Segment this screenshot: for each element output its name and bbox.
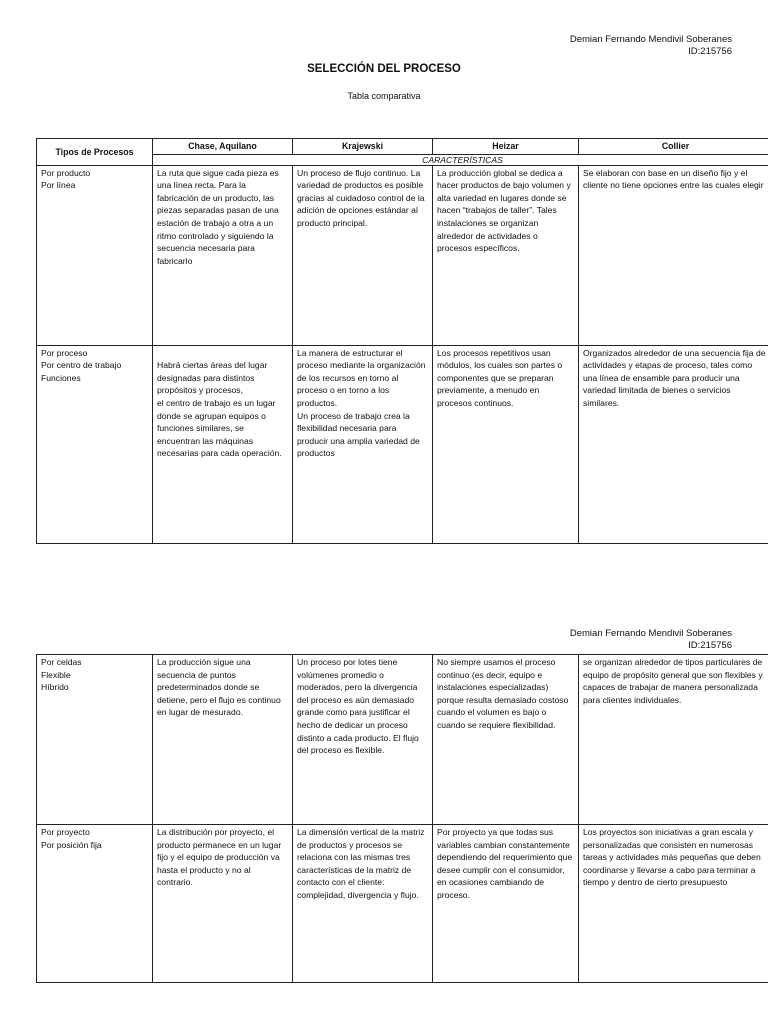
comparison-table-page-2: [36, 654, 768, 983]
comparison-table-page-1: [36, 138, 768, 544]
description-cell: La distribución por proyecto, el producto permanece en un lugar fijo y el equipo de producción va hasta el producto y no al contrario.: [153, 825, 293, 983]
document-subtitle: Tabla comparativa: [347, 91, 421, 101]
process-type-cell: Por celdas Flexible Híbrido: [37, 655, 153, 825]
author-id: ID:215756: [688, 640, 732, 651]
author-name: Demian Fernando Mendivil Soberanes: [569, 34, 732, 45]
description-cell: La manera de estructurar el proceso mediante la organización de los recursos en torno al proceso o en torno a los productos. Un proceso de trabajo crea la flexibilidad necesaria para producir una amplia variedad de productos: [293, 345, 433, 543]
table-row: [37, 165, 768, 345]
description-cell: Un proceso por lotes tiene volúmenes promedio o moderados, pero la divergencia del proceso es aún demasiado grande como para justificar el hecho de dedicar un proceso distinto a cada producto. El flujo del proceso es flexible.: [293, 655, 433, 825]
column-header-tipos: Tipos de Procesos: [37, 139, 153, 166]
process-type-cell: Por producto Por línea: [37, 165, 153, 345]
author-header-page-2: [570, 628, 732, 652]
description-cell: Por proyecto ya que todas sus variables cambian constantemente dependiendo del requerimiento que desee cumplir con el consumidor, en ocasiones cambiando de proceso.: [433, 825, 579, 983]
description-cell: La dimensión vertical de la matriz de productos y procesos se relaciona con las mismas tres características de la matriz de contacto con el cliente: complejidad, divergencia y flujo.: [293, 825, 433, 983]
description-cell: Los procesos repetitivos usan módulos, los cuales son partes o componentes que se preparan previamente, a menudo en procesos continuos.: [433, 345, 579, 543]
description-cell: La producción sigue una secuencia de puntos predeterminados donde se detiene, pero el flujo es continuo en lugar de mesurado.: [153, 655, 293, 825]
table-row: [37, 345, 768, 543]
description-cell: Un proceso de flujo continuo. La variedad de productos es posible gracias al cuidadoso control de la adición de opciones estándar al producto principal.: [293, 165, 433, 345]
column-header-author: Heizar: [433, 139, 579, 155]
description-cell: Los proyectos son iniciativas a gran escala y personalizadas que consisten en numerosas tareas y actividades más pequeñas que deben coordinarse y llevarse a cabo para terminar a tiempo y dentro de cierto presupuesto: [579, 825, 768, 983]
description-cell: Organizados alrededor de una secuencia fija de actividades y etapas de proceso, tales como una línea de ensamble para producir una variedad limitada de bienes o servicios similares.: [579, 345, 768, 543]
description-cell: No siempre usamos el proceso continuo (es decir, equipo e instalaciones especializadas) porque resulta demasiado costoso cuando el volumen es bajo o cuando se requiere flexibilidad.: [433, 655, 579, 825]
description-cell: Habrá ciertas áreas del lugar designadas para distintos propósitos y procesos, el centro de trabajo es un lugar donde se agrupan equipos o funciones similares, se encuentran las máquinas necesarias para cada operación.: [153, 345, 293, 543]
column-header-author: Chase, Aquilano: [153, 139, 293, 155]
description-cell: La ruta que sigue cada pieza es una línea recta. Para la fabricación de un producto, las piezas separadas pasan de una estación de trabajo a otra a un ritmo controlado y siguiendo la secuencia necesaria para fabricarlo: [153, 165, 293, 345]
document-title: SELECCIÓN DEL PROCESO: [307, 63, 461, 75]
table-row: [37, 825, 768, 983]
author-header: [570, 34, 732, 58]
process-type-cell: Por proyecto Por posición fija: [37, 825, 153, 983]
author-id: ID:215756: [688, 46, 732, 57]
description-cell: se organizan alrededor de tipos particulares de equipo de propósito general que son flexibles y capaces de trabajar de manera personalizada para clientes individuales.: [579, 655, 768, 825]
column-header-author: Krajewski: [293, 139, 433, 155]
column-header-author: Collier: [579, 139, 768, 155]
caracteristicas-subheader: CARACTERÍSTICAS: [153, 154, 768, 165]
description-cell: La producción global se dedica a hacer productos de bajo volumen y alta variedad en lugares donde se hacen “trabajos de taller”. Tales instalaciones se organizan alrededor de actividades o procesos específicos.: [433, 165, 579, 345]
author-name: Demian Fernando Mendivil Soberanes: [569, 628, 732, 639]
process-type-cell: Por proceso Por centro de trabajo Funciones: [37, 345, 153, 543]
description-cell: Se elaboran con base en un diseño fijo y el cliente no tiene opciones entre las cuales elegir: [579, 165, 768, 345]
table-row: [37, 655, 768, 825]
